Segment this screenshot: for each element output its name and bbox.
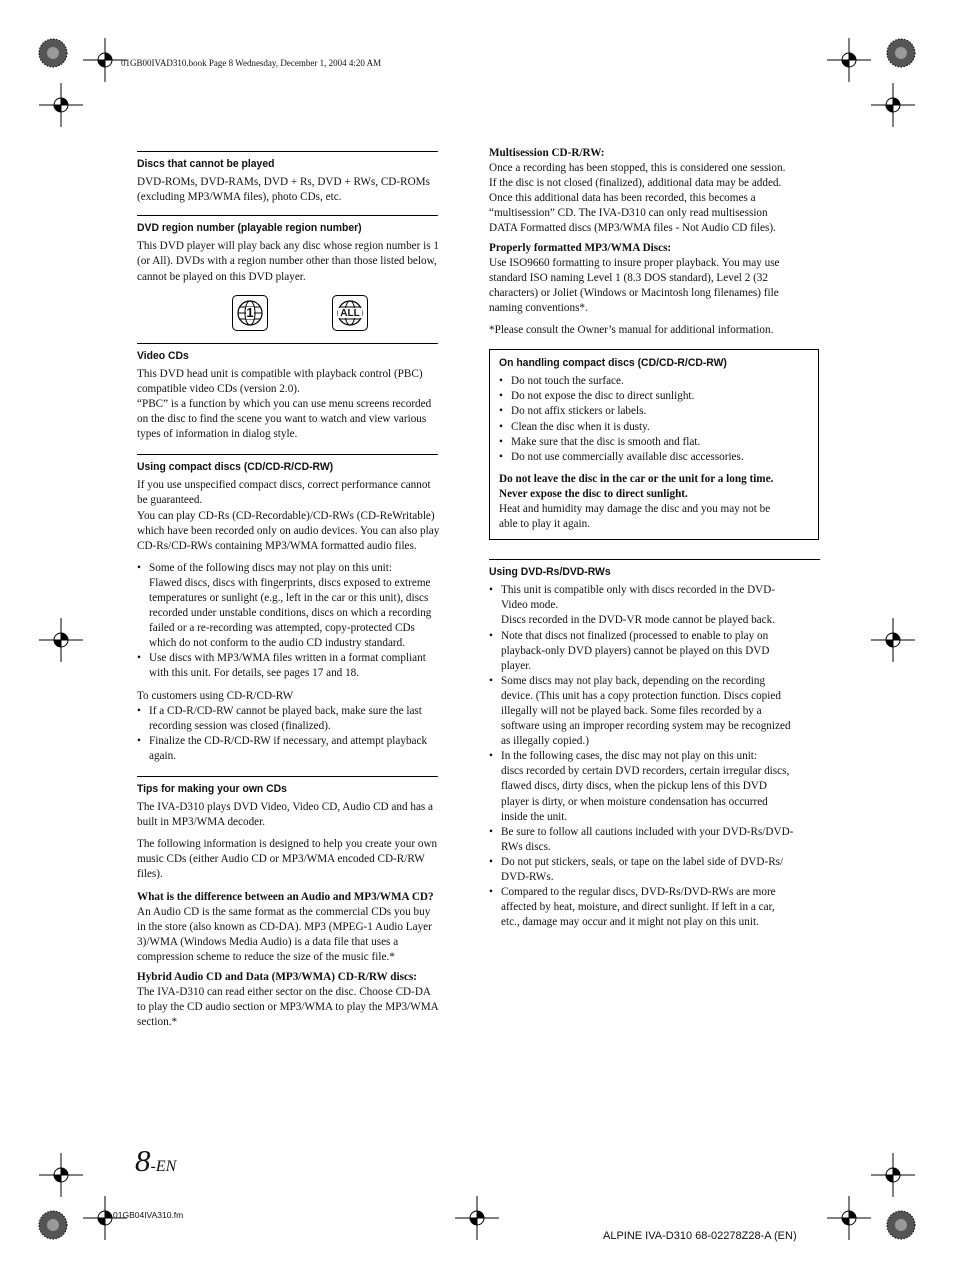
text-line: DVD-ROMs, DVD-RAMs, DVD + Rs, DVD + RWs, CD-ROMs	[137, 176, 430, 189]
text-line: 3)/WMA (Windows Media Audio) is a data file that uses a	[137, 935, 399, 948]
text-line: able to play it again.	[499, 518, 591, 531]
list-item: • Finalize the CD-R/CD-RW if necessary, and attempt playback again.	[137, 734, 464, 764]
text-line: Once this additional data has been recorded, this becomes a	[489, 192, 756, 205]
text-line: compression scheme to reduce the size of the music file.*	[137, 950, 395, 963]
region-all-globe-icon	[332, 295, 368, 331]
text-line: If you use unspecified compact discs, correct performance cannot	[137, 479, 431, 492]
text-line: “PBC” is a function by which you can use menu screens recorded	[137, 397, 432, 410]
region-1-label: 1	[246, 304, 254, 320]
text-line: DATA Formatted discs (MP3/WMA files - Not Audio CD files).	[489, 222, 776, 235]
list-item: • Use discs with MP3/WMA files written in a format compliant with this unit. For details, see pages 17 and 18.	[137, 651, 464, 681]
heading-using-compact-discs: Using compact discs (CD/CD-R/CD-RW)	[137, 454, 438, 475]
text-line: to play the CD audio section or MP3/WMA to play the MP3/WMA	[137, 1001, 439, 1014]
list-item: • This unit is compatible only with discs recorded in the DVD- Video mode. Discs recorded in the DVD-VR mode cannot be played back.	[489, 583, 819, 628]
subheading: Multisession CD-R/RW:	[489, 147, 605, 159]
page-number: 8-EN	[135, 1143, 177, 1178]
list-item: • Do not touch the surface.	[499, 374, 809, 389]
text-line: (excluding MP3/WMA files), photo CDs, etc.	[137, 191, 342, 204]
text-line: Once a recording has been stopped, this is considered one session.	[489, 162, 786, 175]
footnote: *Please consult the Owner’s manual for additional information.	[489, 324, 774, 337]
text-line: files).	[137, 868, 163, 881]
text-line: characters) or Joliet (Windows or Macintosh long filenames) file	[489, 286, 779, 299]
region-all-label: ALL	[340, 307, 360, 319]
text-line: types of information in dialog style.	[137, 428, 298, 441]
text-line: section.*	[137, 1016, 178, 1029]
text-line: be guaranteed.	[137, 494, 203, 507]
text-line: (or All). DVDs with a region number other than those listed below,	[137, 255, 437, 268]
cdr-bullets	[137, 704, 464, 764]
heading-tips-own-cds: Tips for making your own CDs	[137, 776, 438, 797]
text-line: CD-Rs/CD-RWs containing MP3/WMA formatted audio files.	[137, 539, 417, 552]
compact-disc-bullets	[137, 561, 464, 682]
list-item: • Compared to the regular discs, DVD-Rs/DVD-RWs are more affected by heat, moisture, and direct sunlight. If left in a car, etc., damage may occur and it might not play on this unit.	[489, 885, 819, 930]
text-line: The IVA-D310 can read either sector on the disc. Choose CD-DA	[137, 986, 432, 999]
list-item: • Note that discs not finalized (processed to enable to play on playback-only DVD players) cannot be played on this DVD player.	[489, 629, 819, 674]
text-line: Heat and humidity may damage the disc and you may not be	[499, 502, 771, 515]
text-line: in the store (also known as CD-DA). MP3 (MPEG-1 Audio Layer	[137, 920, 432, 933]
right-column	[489, 146, 819, 930]
list-item: • Do not put stickers, seals, or tape on the label side of DVD-Rs/ DVD-RWs.	[489, 855, 819, 885]
warning-text: Do not leave the disc in the car or the unit for a long time.	[499, 472, 774, 485]
text-line: “multisession” CD. The IVA-D310 can only read multisession	[489, 207, 768, 220]
text-line: To customers using CD-R/CD-RW	[137, 689, 294, 702]
footer-product-code: ALPINE IVA-D310 68-02278Z28-A (EN)	[603, 1230, 797, 1242]
header-file-info: 01GB00IVAD310.book Page 8 Wednesday, December 1, 2004 4:20 AM	[121, 58, 382, 68]
list-item: • Some of the following discs may not play on this unit: Flawed discs, discs with fingerprints, discs exposed to extreme temperatures or sunlight (e.g., left in the car or this unit), discs recorded under unstable conditions, discs on which a recording failed or a re-recording was attempted, copy-protected CDs which do not conform to the audio CD industry standard.	[137, 561, 464, 652]
text-line: This DVD head unit is compatible with playback control (PBC)	[137, 367, 423, 380]
list-item: • Clean the disc when it is dusty.	[499, 420, 809, 435]
handling-box	[489, 349, 819, 540]
region-1-globe-icon	[232, 295, 268, 331]
text-line: music CDs (either Audio CD or MP3/WMA encoded CD-R/RW	[137, 853, 425, 866]
text-line: cannot be played on this DVD player.	[137, 270, 306, 283]
subheading: Properly formatted MP3/WMA Discs:	[489, 241, 672, 254]
text-line: naming conventions*.	[489, 301, 588, 314]
list-item: • If a CD-R/CD-RW cannot be played back, make sure the last recording session was closed (finalized).	[137, 704, 464, 734]
list-item: • Do not expose the disc to direct sunlight.	[499, 389, 809, 404]
subheading: Hybrid Audio CD and Data (MP3/WMA) CD-R/RW discs:	[137, 971, 418, 984]
handling-list	[499, 374, 809, 465]
text-line: This DVD player will play back any disc whose region number is 1	[137, 240, 439, 253]
text-line: If the disc is not closed (finalized), additional data may be added.	[489, 177, 782, 190]
text-line: compatible video CDs (version 2.0).	[137, 382, 300, 395]
text-line: An Audio CD is the same format as the commercial CDs you buy	[137, 905, 431, 918]
heading-video-cds: Video CDs	[137, 343, 438, 364]
text-line: standard ISO naming Level 1 (8.3 DOS standard), Level 2 (32	[489, 271, 768, 284]
text-line: on the disc to find the scene you want to watch and view various	[137, 413, 427, 426]
region-icons	[137, 285, 464, 337]
text-line: built in MP3/WMA decoder.	[137, 816, 266, 829]
list-item: • Do not use commercially available disc accessories.	[499, 450, 809, 465]
warning-text: Never expose the disc to direct sunlight.	[499, 487, 688, 500]
list-item: • Do not affix stickers or labels.	[499, 404, 809, 419]
list-item: • Make sure that the disc is smooth and flat.	[499, 435, 809, 450]
left-column	[137, 151, 464, 1030]
list-item: • In the following cases, the disc may not play on this unit: discs recorded by certain DVD recorders, certain irregular discs, flawed discs, dirty discs, when the pickup lens of this DVD player is dirty, or when moisture condensation has occurred inside the unit.	[489, 749, 819, 824]
dvdr-list	[489, 583, 819, 930]
text-line: The IVA-D310 plays DVD Video, Video CD, Audio CD and has a	[137, 801, 434, 814]
text-line: which have been recorded only on audio devices. You can also play	[137, 524, 440, 537]
list-item: • Be sure to follow all cautions included with your DVD-Rs/DVD- RWs discs.	[489, 825, 819, 855]
footer-file-name: 01GB04IVA310.fm	[113, 1210, 184, 1220]
heading-handling-discs: On handling compact discs (CD/CD-R/CD-RW)	[499, 357, 727, 370]
text-line: Use ISO9660 formatting to insure proper playback. You may use	[489, 256, 780, 269]
heading-discs-cannot-play: Discs that cannot be played	[137, 151, 438, 172]
text-line: You can play CD-Rs (CD-Recordable)/CD-RWs (CD-ReWritable)	[137, 509, 435, 522]
heading-region-number: DVD region number (playable region number)	[137, 215, 438, 236]
subheading: What is the difference between an Audio and MP3/WMA CD?	[137, 890, 434, 903]
text-line: The following information is designed to help you create your own	[137, 838, 438, 851]
heading-using-dvd-rs: Using DVD-Rs/DVD-RWs	[489, 559, 820, 580]
list-item: • Some discs may not play back, depending on the recording device. (This unit has a copy protection function. Discs copied illegally will not be played back. Some files recorded by a software using an improper recording system may be recognized as illegally copied.)	[489, 674, 819, 749]
